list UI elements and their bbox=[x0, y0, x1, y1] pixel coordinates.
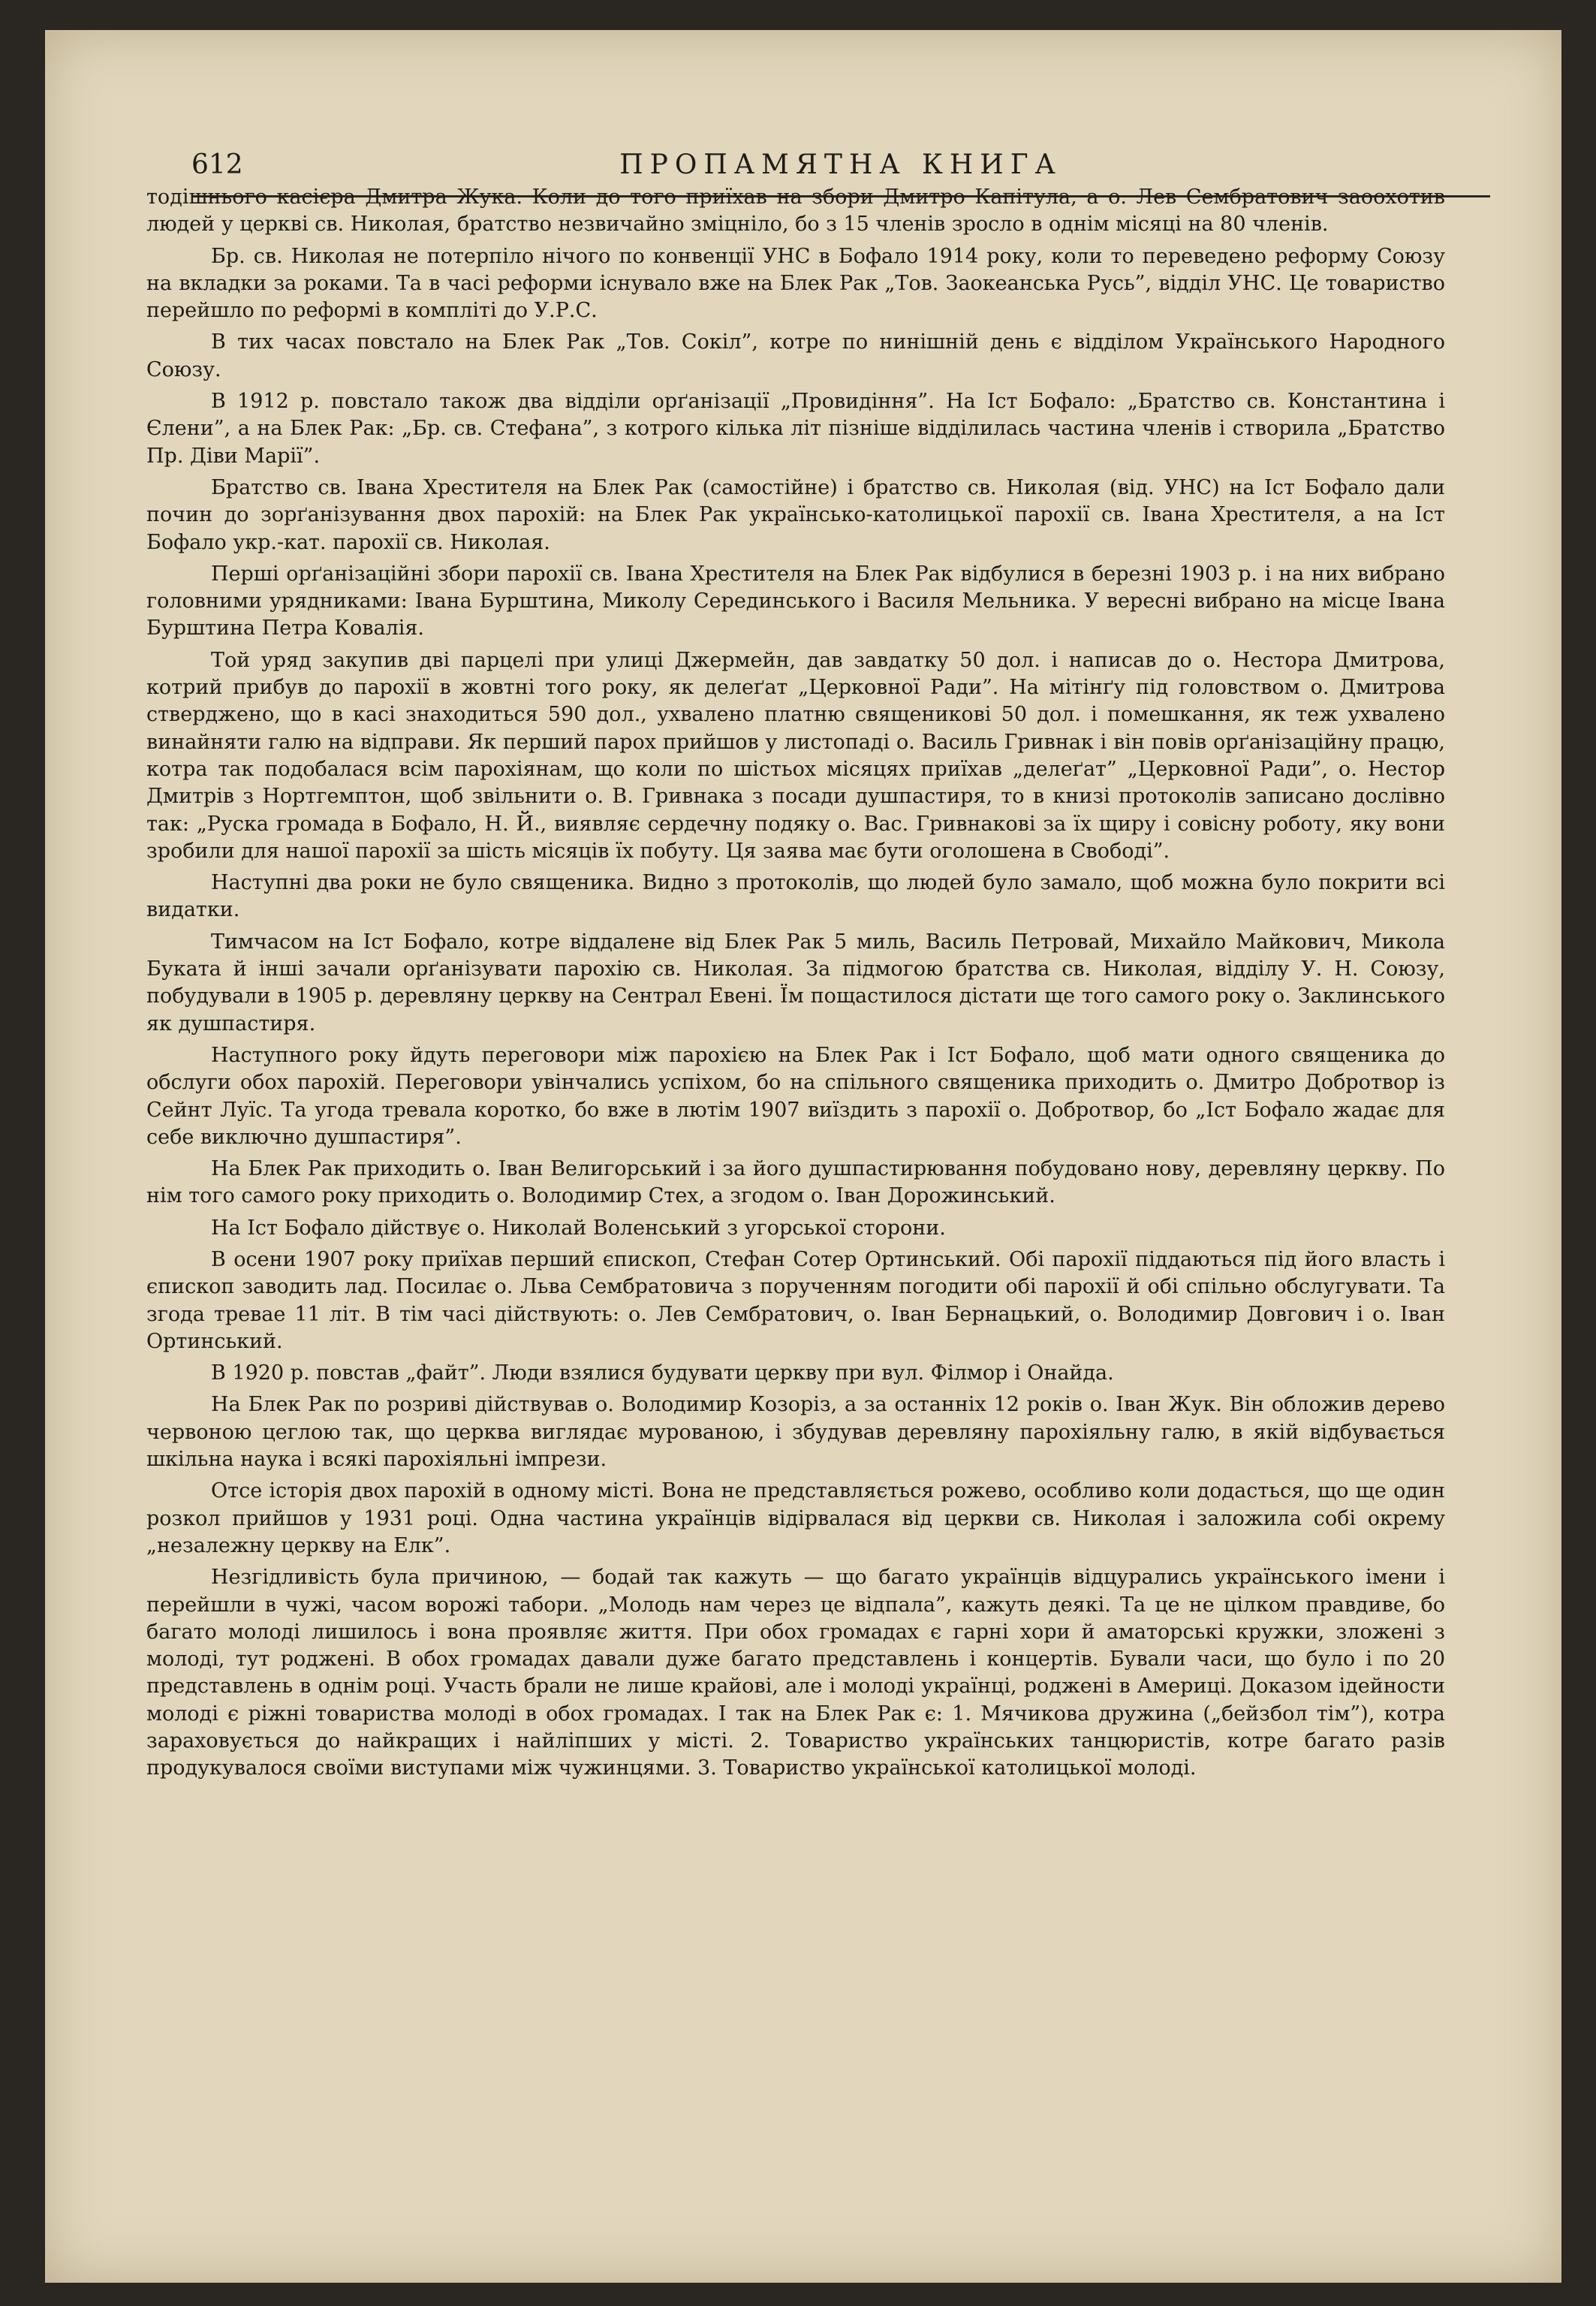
paragraph: В осени 1907 року приїхав перший єпископ, Стефан Сотер Ортинський. Обі парохії піддаються під його власть і єпископ заводить лад. Посилає о. Льва Сембратовича з порученням погодити обі парохії й обі спільно обслугувати. Та згода тревае 11 літ. В тім часі дійствують: о. Лев Сембратович, о. Іван Бернацький, о. Володимир Довгович і о. Іван Ортинський. bbox=[146, 1247, 1445, 1353]
body-text bbox=[146, 184, 1445, 1787]
paragraph: В 1912 р. повстало також два відділи орґанізації „Провидіння”. На Іст Бофало: „Братство св. Константина і Єлени”, а на Блек Рак: „Бр. св. Стефана”, з котрого кілька літ пізніше відділилась частина членів і створила „Братство Пр. Діви Марії”. bbox=[146, 390, 1445, 468]
paragraph: тодішнього касієра Дмитра Жука. Коли до того приїхав на збори Дмитро Капітула, а о. Лев Сембратович заоохотив людей у церкві св. Николая, братство незвичайно зміцніло, бо з 15 членів зросло в однім місяці на 80 членів. bbox=[146, 185, 1445, 237]
paragraph: Незгідливість була причиною, — бодай так кажуть — що багато українців відцурались українського імени і перейшли в чужі, часом ворожі табори. „Молодь нам через це відпала”, кажуть деякі. Та це не цілком правдиве, бо багато молоді лишилось і вона проявляє життя. При обох громадах є гарні хори й аматорські кружки, зложені з молоді, тут роджені. В обох громадах давали дуже багато представлень і концертів. Бували часи, що було і по 20 представлень в однім році. Участь брали не лише крайові, але і молоді українці, роджені в Америці. Доказом ідейности молоді є ріжні товариства молоді в обох громадах. І так на Блек Рак є: 1. Мячикова дружина („бейзбол тім”), котра зараховується до найкращих і найліпших у місті. 2. Товариство українських танцюристів, котре багато разів продукувалося своїми виступами між чужинцями. 3. Товариство української католицької молоді. bbox=[146, 1566, 1445, 1780]
paragraph: В 1920 р. повстав „файт”. Люди взялися будувати церкву при вул. Філмор і Онайда. bbox=[211, 1361, 1114, 1385]
running-title: ПРОПАМЯТНА КНИГА bbox=[619, 149, 1062, 180]
paragraph: В тих часах повстало на Блек Рак „Тов. Сокіл”, котре по нинішній день є відділом Українського Народного Союзу. bbox=[146, 330, 1445, 381]
paragraph: На Іст Бофало дійствує о. Николай Воленський з угорської сторони. bbox=[211, 1216, 946, 1240]
paragraph: Отсе історія двох парохій в одному місті. Вона не представляється рожево, особливо коли додасться, що ще один розкол прийшов у 1931 році. Одна частина українців відірвалася від церкви св. Николая і заложила собі окрему „незалежну церкву на Елк”. bbox=[146, 1479, 1445, 1557]
paragraph: Перші орґанізаційні збори парохії св. Івана Хрестителя на Блек Рак відбулися в березні 1903 р. і на них вибрано головними урядниками: Івана Бурштина, Миколу Серединського і Василя Мельника. У вересні вибрано на місце Івана Бурштина Петра Ковалія. bbox=[146, 562, 1445, 641]
paragraph: На Блек Рак приходить о. Іван Велигорський і за його душпастирювання побудовано нову, деревляну церкву. По нім того самого року приходить о. Володимир Стех, а згодом о. Іван Дорожинський. bbox=[146, 1157, 1445, 1208]
paragraph: Тимчасом на Іст Бофало, котре віддалене від Блек Рак 5 миль, Василь Петровай, Михайло Майкович, Микола Буката й інші зачали орґанізувати парохію св. Николая. За підмогою братства св. Николая, відділу У. Н. Союзу, побудували в 1905 р. деревляну церкву на Сентрал Евені. Їм пощастилося дістати ще того самого року о. Заклинського як душпастиря. bbox=[146, 930, 1445, 1035]
paragraph: Братство св. Івана Хрестителя на Блек Рак (самостійне) і братство св. Николая (від. УНС) на Іст Бофало дали почин до зорґанізування двох парохій: на Блек Рак українсько-католицької парохії св. Івана Хрестителя, а на Іст Бофало укр.-кат. парохії св. Николая. bbox=[146, 475, 1445, 554]
paragraph: Наступні два роки не було священика. Видно з протоколів, що людей було замало, щоб можна було покрити всі видатки. bbox=[146, 871, 1445, 922]
paragraph: Той уряд закупив дві парцелі при улиці Джермейн, дав завдатку 50 дол. і написав до о. Нестора Дмитрова, котрий прибув до парохії в жовтні того року, як делеґат „Церковної Ради”. На мітінґу під головством о. Дмитрова стверджено, що в касі знаходиться 590 дол., ухвалено платню священикові 50 дол. і помешкання, як теж ухвалено винайняти галю на відправи. Як перший парох прийшов у листопаді о. Василь Гривнак і він повів орґанізаційну працю, котра так подобалася всім парохіянам, що коли по шістьох місяцях приїхав „делеґат” „Церковної Ради”, о. Нестор Дмитрів з Нортгемптон, щоб звільнити о. В. Гривнака з посади душпастиря, то в книзі протоколів записано дослівно так: „Руска громада в Бофало, Н. Й., виявляє сердечну подяку о. Вас. Гривнакові за їх щиру і совісну роботу, яку вони зробили для нашої парохії за шість місяців їх побуту. Ця заява має бути оголошена в Свободі”. bbox=[146, 648, 1445, 863]
page-number: 612 bbox=[191, 149, 243, 180]
paragraph: Бр. св. Николая не потерпіло нічого по конвенції УНС в Бофало 1914 року, коли то переведено реформу Союзу на вкладки за роками. Та в часі реформи існувало вже на Блек Рак „Тов. Заокеанська Русь”, відділ УНС. Це товариство перейшло по реформі в компліті до У.Р.С. bbox=[146, 244, 1445, 323]
paragraph: Наступного року йдуть переговори між парохією на Блек Рак і Іст Бофало, щоб мати одного священика до обслуги обох парохій. Переговори увінчались успіхом, бо на спільного священика приходить о. Дмитро Добротвор із Сейнт Луїс. Та угода тревала коротко, бо вже в лютім 1907 виїздить з парохії о. Добротвор, бо „Іст Бофало жадає для себе виключно душпастиря”. bbox=[146, 1043, 1445, 1149]
paragraph: На Блек Рак по розриві дійствував о. Володимир Козоріз, а за останніх 12 років о. Іван Жук. Він обложив дерево червоною цеглою так, що церква виглядає мурованою, і збудував деревляну парохіяльну галю, в якій відбувається шкільна наука і всякі парохіяльні імпрези. bbox=[146, 1393, 1445, 1472]
